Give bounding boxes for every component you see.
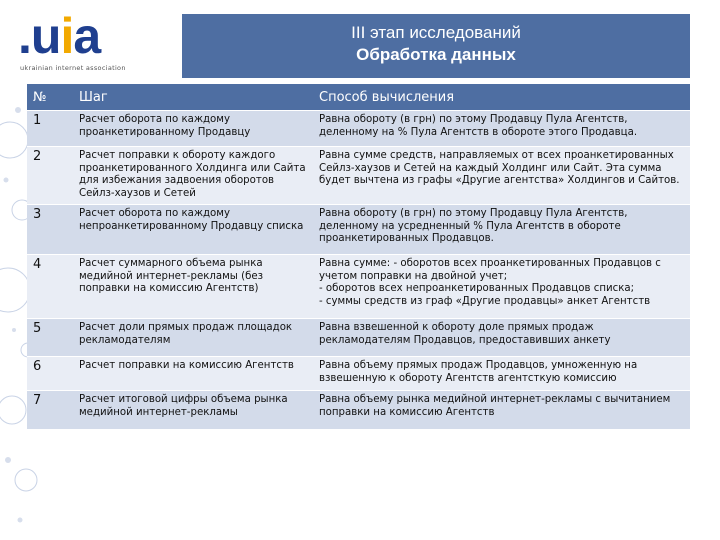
cell-num: 4: [27, 255, 73, 319]
cell-method: Равна объему рынка медийной интернет-рекламы с вычитанием поправки на комиссию Агентств: [313, 391, 690, 429]
cell-step: Расчет оборота по каждому проанкетированному Продавцу: [73, 111, 313, 147]
cell-method: Равна обороту (в грн) по этому Продавцу Пула Агентств, деленному на усредненный % Пула Агентств в обороте проанкетированных Продавцов.: [313, 205, 690, 255]
cell-num: 3: [27, 205, 73, 255]
table-row: [27, 147, 690, 205]
table-row: [27, 319, 690, 357]
table-header-row: [27, 84, 690, 111]
logo-dot: .: [18, 8, 31, 64]
cell-num: 1: [27, 111, 73, 147]
cell-step: Расчет доли прямых продаж площадок рекламодателям: [73, 319, 313, 357]
cell-step: Расчет суммарного объема рынка медийной интернет-рекламы (без поправки на комиссию Агентств): [73, 255, 313, 319]
header-method: Способ вычисления: [313, 84, 690, 111]
cell-step: Расчет поправки к обороту каждого проанкетированного Холдинга или Сайта для избежания задвоения оборотов Сейлз-хаузов и Сетей: [73, 147, 313, 205]
cell-method: Равна сумме: - оборотов всех проанкетированных Продавцов с учетом поправки на двойной учет; - оборотов всех непроанкетированных Продавцов списка; - суммы средств из граф «Другие продавцы» анкет Агентств: [313, 255, 690, 319]
cell-num: 5: [27, 319, 73, 357]
table-row: [27, 357, 690, 391]
logo-subtitle: ukrainian internet association: [20, 64, 126, 72]
cell-method: Равна сумме средств, направляемых от всех проанкетированных Сейлз-хаузов и Сетей на каждый Холдинг или Сайт. Эта сумма будет вычтена из графы «Другие агентства» Холдингов и Сайтов.: [313, 147, 690, 205]
header-step: Шаг: [73, 84, 313, 111]
steps-table: [27, 84, 690, 429]
table-row: [27, 111, 690, 147]
uia-logo: [18, 10, 168, 74]
logo-wordmark: .uia: [18, 8, 101, 64]
cell-step: Расчет поправки на комиссию Агентств: [73, 357, 313, 391]
cell-method: Равна объему прямых продаж Продавцов, умноженную на взвешенную к обороту Агентств агентсткую комиссию: [313, 357, 690, 391]
cell-num: 6: [27, 357, 73, 391]
cell-num: 7: [27, 391, 73, 429]
cell-step: Расчет оборота по каждому непроанкетированному Продавцу списка: [73, 205, 313, 255]
table-row: [27, 205, 690, 255]
table-row: [27, 255, 690, 319]
cell-method: Равна взвешенной к обороту доле прямых продаж рекламодателям Продавцов, предоставивших анкету: [313, 319, 690, 357]
header-num: №: [27, 84, 73, 111]
cell-method: Равна обороту (в грн) по этому Продавцу Пула Агентств, деленному на % Пула Агентств в обороте этого Продавца.: [313, 111, 690, 147]
cell-step: Расчет итоговой цифры объема рынка медийной интернет-рекламы: [73, 391, 313, 429]
cell-num: 2: [27, 147, 73, 205]
title-line-2: Обработка данных: [356, 45, 516, 64]
slide-title: [182, 14, 690, 78]
title-line-1: III этап исследований: [351, 23, 521, 42]
table-row: [27, 391, 690, 429]
